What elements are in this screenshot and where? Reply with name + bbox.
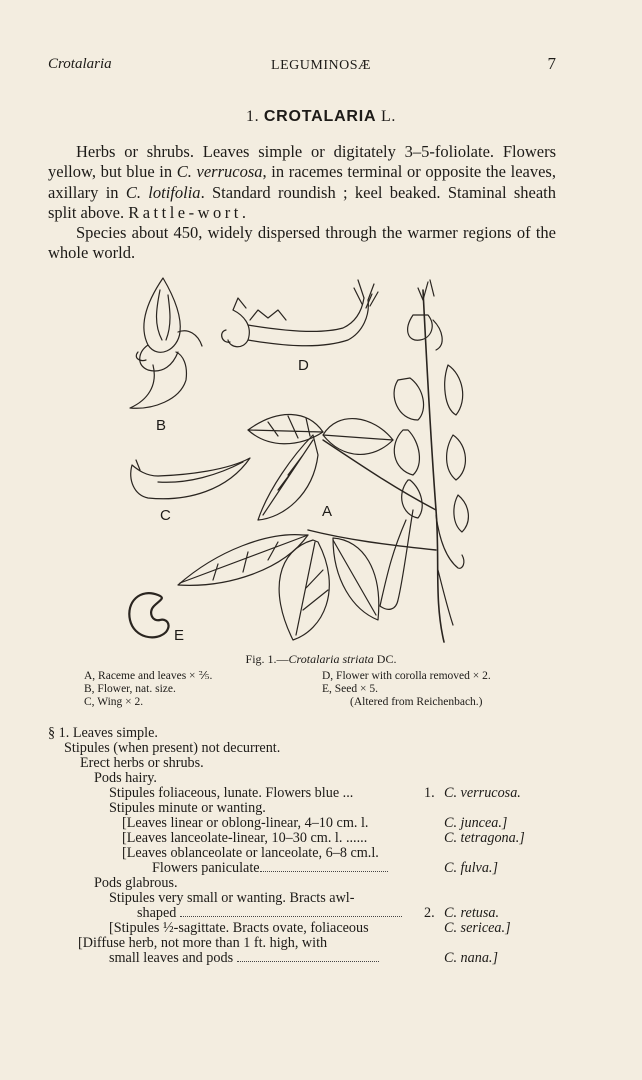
description-paragraph-2: Species about 450, widely dispersed through the warmer regions of the whole world. [48, 223, 556, 263]
figure-label-c: C [160, 507, 171, 524]
desc-sentence-2c: , in racemes terminal or opposite the leaves, axillary in [48, 162, 556, 202]
running-head-family: LEGUMINOSÆ [271, 58, 371, 73]
desc-sentence-1: Herbs or shrubs. Leaves simple or digitately 3–5-foliolate. [76, 142, 495, 161]
desc-sentence-2e: . Standard roundish ; keel beaked. Staminal sheath split above. [48, 182, 556, 222]
figure-label-e: E [174, 627, 185, 644]
figure-legend-left [84, 670, 212, 709]
figure-label-b: B [156, 417, 167, 434]
desc-species-verrucosa: C. verrucosa [176, 162, 263, 182]
seed-drawing-e [129, 593, 168, 637]
key-line-2: Stipules (when present) not decurrent. [64, 740, 281, 756]
description-paragraph-1 [48, 142, 556, 223]
leader-dots [260, 865, 388, 872]
key-line-3: Erect herbs or shrubs. [80, 755, 204, 771]
genus-heading [0, 108, 642, 126]
caption-prefix: Fig. 1.— [245, 652, 289, 666]
flower-drawing-d [222, 280, 378, 347]
figure-legend-right [322, 670, 491, 709]
key-species-fulva: C. fulva.] [444, 860, 498, 876]
species-key [0, 726, 642, 986]
key-line-6: Stipules minute or wanting. [109, 800, 266, 816]
key-line-7: [Leaves linear or oblong-linear, 4–10 cm. l. [122, 815, 369, 831]
key-species-tetragona: C. tetragona.] [444, 830, 525, 846]
desc-sentence-2a: Flowers yellow, but blue in [48, 142, 556, 182]
key-species-verrucosa: C. verrucosa. [444, 785, 521, 801]
legend-source: (Altered from Reichenbach.) [350, 696, 483, 708]
legend-item-a: A, Raceme and leaves × ⅖. [84, 670, 213, 682]
legend-item-b: B, Flower, nat. size. [84, 683, 176, 695]
key-line-11: Pods glabrous. [94, 875, 178, 891]
key-line-15: [Diffuse herb, not more than 1 ft. high, with [78, 935, 328, 951]
leader-dots [180, 910, 402, 917]
key-line-1: § 1. Leaves simple. [48, 725, 158, 741]
key-line-10-text: Flowers paniculate [152, 860, 260, 876]
key-line-8: [Leaves lanceolate-linear, 10–30 cm. l. ...... [122, 830, 368, 846]
figure-label-a: A [322, 503, 333, 520]
key-species-sericea: C. sericea.] [444, 920, 511, 936]
key-line-13 [137, 906, 402, 921]
key-number-2: 2. [424, 905, 435, 921]
key-line-14: [Stipules ½-sagittate. Bracts ovate, foliaceous [109, 920, 369, 936]
genus-authority: L. [381, 108, 396, 125]
caption-species: Crotalaria striata [288, 652, 374, 666]
page-number: 7 [547, 54, 556, 73]
key-number-1: 1. [424, 785, 435, 801]
flower-drawing-b [130, 278, 202, 408]
key-species-retusa: C. retusa. [444, 905, 500, 921]
key-species-juncea: C. juncea.] [444, 815, 508, 831]
key-line-4: Pods hairy. [94, 770, 157, 786]
genus-description [48, 142, 556, 264]
key-line-13-text: shaped [137, 905, 177, 921]
key-line-10 [152, 861, 388, 876]
key-species-nana: C. nana.] [444, 950, 498, 966]
genus-name: CROTALARIA [263, 108, 377, 125]
wing-drawing-c [131, 458, 250, 499]
leader-dots [237, 955, 379, 962]
desc-species-lotifolia: C. lotifolia [125, 182, 201, 202]
key-line-16-text: small leaves and pods [109, 950, 234, 966]
key-line-9: [Leaves oblanceolate or lanceolate, 6–8 cm.l. [122, 845, 379, 861]
legend-item-c: C, Wing × 2. [84, 696, 144, 708]
key-line-16 [109, 951, 379, 966]
key-line-5: Stipules foliaceous, lunate. Flowers blue ... [109, 785, 354, 801]
figure-caption [0, 652, 642, 667]
figure-label-d: D [298, 357, 309, 374]
common-name: Rattle-wort. [128, 202, 250, 222]
caption-author: DC. [373, 652, 397, 666]
legend-item-e: E, Seed × 5. [322, 683, 378, 695]
botanical-illustration [118, 270, 538, 650]
key-line-12: Stipules very small or wanting. Bracts awl- [109, 890, 355, 906]
running-head-genus: Crotalaria [48, 56, 112, 72]
legend-item-d: D, Flower with corolla removed × 2. [322, 670, 491, 682]
genus-number: 1. [246, 108, 260, 125]
